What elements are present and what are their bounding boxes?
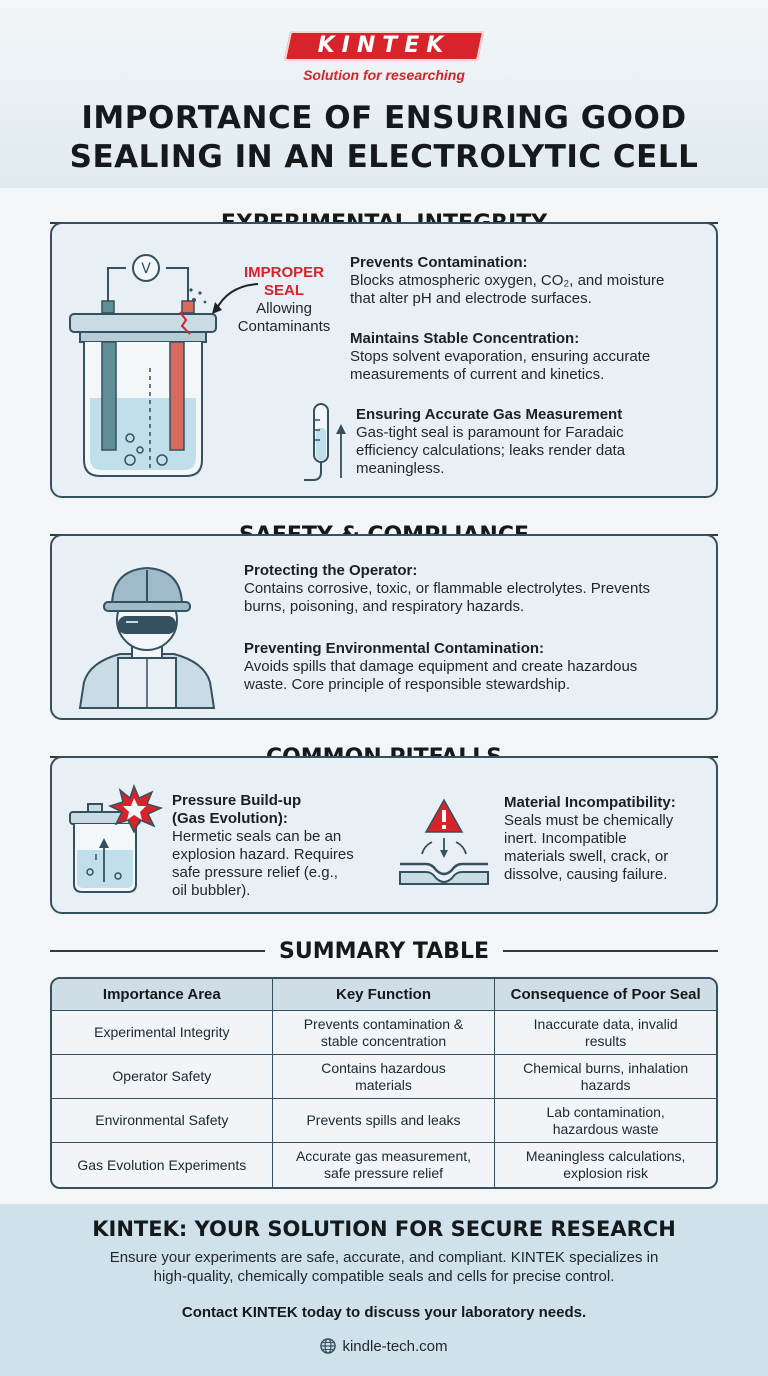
column-header: Consequence of Poor Seal bbox=[495, 979, 716, 1011]
pressure-vessel-icon bbox=[64, 784, 164, 896]
table-cell: Inaccurate data, invalid results bbox=[495, 1011, 716, 1055]
table-cell: Lab contamination, hazardous waste bbox=[495, 1099, 716, 1143]
globe-icon bbox=[320, 1338, 336, 1354]
pitfall-item-material: Material Incompatibility: Seals must be chemically inert. Incompatible materials swell, crack, or dissolve, causing failure. bbox=[504, 794, 676, 883]
table-cell: Gas Evolution Experiments bbox=[52, 1143, 273, 1187]
column-header: Importance Area bbox=[52, 979, 273, 1011]
safety-item-environment: Preventing Environmental Contamination: Avoids spills that damage equipment and create hazardous waste. Core principle of responsible stewardship. bbox=[244, 640, 638, 693]
website-text[interactable]: kindle-tech.com bbox=[342, 1337, 448, 1355]
panel-integrity bbox=[50, 222, 718, 498]
summary-table bbox=[50, 977, 718, 1189]
table-cell: Environmental Safety bbox=[52, 1099, 273, 1143]
footer-title: KINTEK: YOUR SOLUTION FOR SECURE RESEARCH bbox=[92, 1217, 676, 1241]
website-link[interactable] bbox=[284, 1336, 484, 1356]
table-cell: Experimental Integrity bbox=[52, 1011, 273, 1055]
improper-seal-callout: IMPROPER SEAL Allowing Contaminants bbox=[237, 264, 331, 335]
integrity-item-contamination: Prevents Contamination: Blocks atmospheric oxygen, CO₂, and moisture that alter pH and electrode surfaces. bbox=[350, 254, 665, 307]
section-heading-summary: SUMMARY TABLE bbox=[50, 936, 718, 966]
panel-safety bbox=[50, 534, 718, 720]
warning-icon bbox=[426, 800, 462, 832]
page-title bbox=[30, 99, 738, 177]
table-row bbox=[52, 1011, 716, 1055]
gas-burette-icon bbox=[300, 400, 348, 484]
integrity-item-gas-measurement: Ensuring Accurate Gas Measurement Gas-tight seal is paramount for Faradaic efficiency calculations; leaks render data meaningless. bbox=[356, 406, 626, 477]
table-cell: Prevents contamination & stable concentration bbox=[273, 1011, 496, 1055]
table-cell: Contains hazardous materials bbox=[273, 1055, 496, 1099]
safety-item-operator: Protecting the Operator: Contains corrosive, toxic, or flammable electrolytes. Prevents burns, poisoning, and respiratory hazards. bbox=[244, 562, 650, 615]
table-cell: Operator Safety bbox=[52, 1055, 273, 1099]
operator-icon bbox=[74, 558, 220, 710]
footer-cta: Contact KINTEK today to discuss your laboratory needs. bbox=[181, 1304, 587, 1321]
table-row bbox=[52, 1055, 716, 1099]
pitfall-item-pressure: Pressure Build-up (Gas Evolution): Hermetic seals can be an explosion hazard. Requires safe pressure relief (e.g., oil bubbler). bbox=[172, 792, 354, 899]
voltmeter-icon bbox=[133, 255, 159, 281]
footer-body: Ensure your experiments are safe, accurate, and compliant. KINTEK specializes in high-quality, chemically compatible seals and cells for precise control. bbox=[109, 1249, 659, 1285]
integrity-item-concentration: Maintains Stable Concentration: Stops solvent evaporation, ensuring accurate measurements of current and kinetics. bbox=[350, 330, 651, 383]
panel-pitfalls bbox=[50, 756, 718, 914]
page-title-line-1: IMPORTANCE OF ENSURING GOOD bbox=[81, 100, 687, 136]
table-cell: Prevents spills and leaks bbox=[273, 1099, 496, 1143]
column-header: Key Function bbox=[273, 979, 496, 1011]
table-row bbox=[52, 1143, 716, 1187]
kintek-logo-text: KINTEK bbox=[317, 33, 451, 58]
table-cell: Meaningless calculations, explosion risk bbox=[525, 1148, 686, 1181]
table-row bbox=[52, 1099, 716, 1143]
brand-tagline: Solution for researching bbox=[303, 67, 465, 83]
seal-deformation-icon bbox=[396, 798, 492, 888]
table-cell: Chemical burns, inhalation hazards bbox=[495, 1055, 716, 1099]
page-title-line-2: SEALING IN AN ELECTROLYTIC CELL bbox=[69, 139, 699, 175]
table-cell: Accurate gas measurement, safe pressure relief bbox=[273, 1143, 496, 1187]
svg-text:V: V bbox=[141, 261, 151, 277]
table-header-row bbox=[52, 979, 716, 1011]
